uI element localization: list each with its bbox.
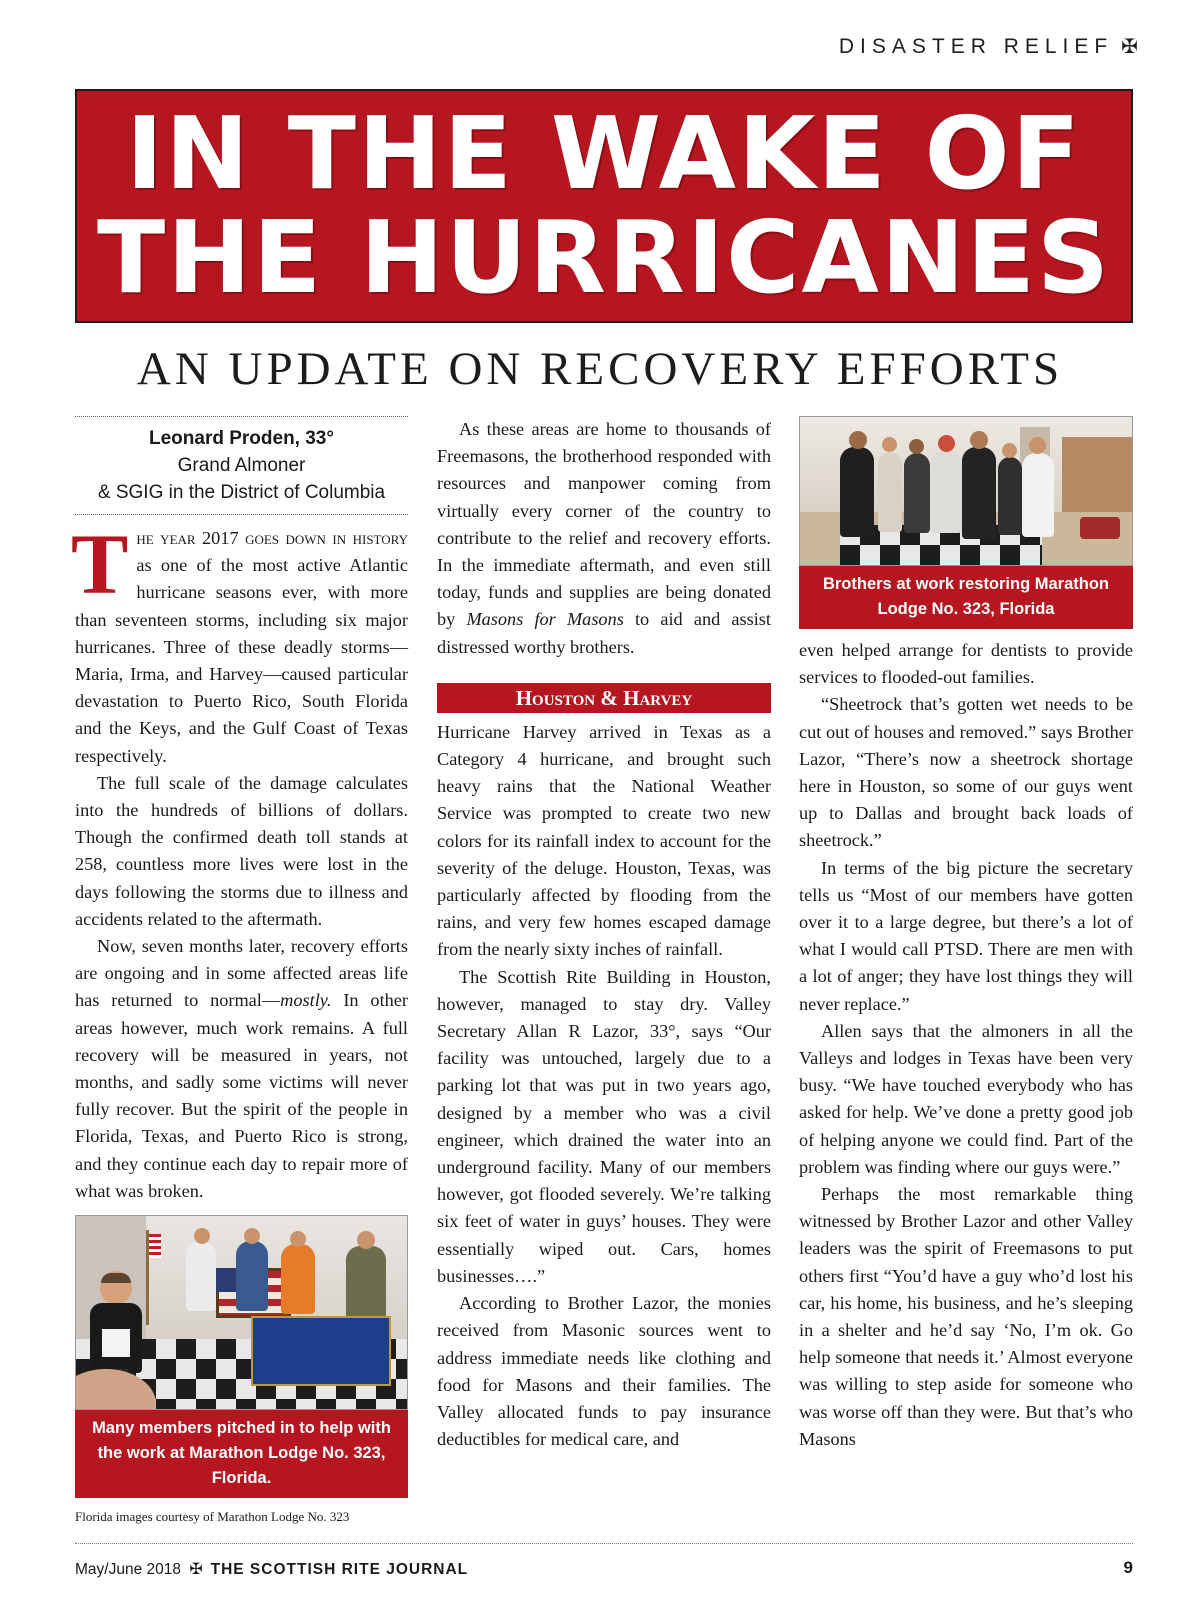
issue-date: May/June 2018	[75, 1561, 181, 1578]
drop-cap: T	[71, 516, 129, 612]
article-subtitle: AN UPDATE ON RECOVERY EFFORTS	[136, 343, 1064, 395]
title-line-2: THE HURRICANES	[97, 199, 1111, 316]
masonic-cross-icon: ✠	[189, 1561, 203, 1578]
paragraph: “Sheetrock that’s gotten wet needs to be cut out of houses and removed.” says Brother Lazor, “There’s now a sheetrock shortage here in Houston, so some of our guys went up to Dallas and brought back loads of sheetrock.”	[799, 694, 1133, 851]
title-banner	[75, 89, 1133, 323]
paragraph: even helped arrange for dentists to provide services to flooded-out families.	[799, 640, 1133, 688]
paragraph: Hurricane Harvey arrived in Texas as a Category 4 hurricane, and brought such heavy rains that the National Weather Service was prompted to create two new colors for its rainfall index to account for the severity of the deluge. Houston, Texas, was particularly affected by flooding from the rains, and very few homes escaped damage from the nearly sixty inches of rainfall.	[437, 721, 771, 960]
lead-in: he year 2017 goes down in history	[136, 528, 408, 548]
photo-credit: Florida images courtesy of Marathon Lodge No. 323	[75, 1509, 350, 1525]
footer-issue	[75, 1560, 468, 1579]
author-name: Leonard Proden, 33°	[149, 428, 334, 449]
author-role-1: Grand Almoner	[177, 455, 306, 476]
title-line-1: IN THE WAKE OF	[126, 95, 1082, 212]
section-subhead: Houston & Harvey	[437, 683, 771, 713]
paragraph: Allen says that the almoners in all the Valleys and lodges in Texas have been very busy. “We have touched everybody who has asked for help. We’ve done a pretty good job of helping anyone we could find. Part of the problem was finding where our guys were.”	[799, 1020, 1133, 1177]
paragraph: In terms of the big picture the secretary tells us “Most of our members have gotten over it to a large degree, but there’s a lot of what I would call PTSD. There are men with a lot of anger; they have lost things they will never replace.”	[799, 857, 1133, 1014]
paragraph: Perhaps the most remarkable thing witnessed by Brother Lazor and other Valley leaders was the spirit of Freemasons to put others first “You’d have a guy who’d lost his car, his home, his business, and he’s sleeping in a shelter and he’d say ‘No, I’m ok. Go help someone that needs it.’ Almost everyone was willing to step aside for someone who was worse off than they were. But that’s who Masons	[799, 1184, 1133, 1449]
journal-name: THE SCOTTISH RITE JOURNAL	[210, 1561, 469, 1578]
paragraph: As these areas are home to thousands of Freemasons, the brotherhood responded with resources and manpower coming from virtually every corner of the country to contribute to the relief and recovery efforts. In the immediate aftermath, and even still today, funds and supplies are being donated by Masons for Masons to aid and assist distressed worthy brothers.	[437, 419, 771, 657]
section-label-text: DISASTER RELIEF	[838, 35, 1114, 58]
column-1	[71, 416, 408, 1526]
photo-caption: Brothers at work restoring Marathon Lodge No. 323, Florida	[799, 566, 1133, 629]
paragraph: Now, seven months later, recovery efforts are ongoing and in some affected areas life has returned to normal—mostly. In other areas however, much work remains. A full recovery will be measured in years, not months, and sadly some victims will never fully recover. But the spirit of the people in Florida, Texas, and Puerto Rico is strong, and they continue each day to repair more of what was broken.	[75, 936, 408, 1201]
paragraph: The Scottish Rite Building in Houston, however, managed to stay dry. Valley Secretary Allan R Lazor, 33°, says “Our facility was untouched, largely due to a parking lot that was put in two years ago, designed by a member who was a civil engineer, which drained the water into an underground facility. Many of our members however, got flooded severely. We’re talking six feet of water in guys’ houses. They were essentially wiped out. Cars, homes businesses….”	[437, 966, 771, 1286]
paragraph: According to Brother Lazor, the monies received from Masonic sources went to address immediate needs like clothing and food for Masons and their families. The Valley allocated funds to pay insurance deductibles for medical care, and	[437, 1293, 771, 1450]
photo-caption: Many members pitched in to help with the work at Marathon Lodge No. 323, Florida.	[75, 1410, 408, 1498]
footer-divider	[75, 1543, 1133, 1544]
paragraph: The year 2017 goes down in history as one of the most active Atlantic hurricane seasons ever, with more than seventeen storms, including six major hurricanes. Three of these deadly storms—Maria, Irma, and Harvey—caused particular devastation to Puerto Rico, South Florida and the Keys, and the Gulf Coast of Texas respectively.	[71, 516, 408, 766]
column-3	[799, 416, 1133, 1453]
brothers-at-work-photo	[799, 416, 1133, 566]
paragraph: The full scale of the damage calculates into the hundreds of billions of dollars. Though the confirmed death toll stands at 258, countless more lives were lost in the days following the storms due to illness and accidents related to the aftermath.	[75, 772, 408, 929]
lodge-interior-photo	[75, 1215, 408, 1410]
byline	[75, 416, 408, 515]
column-2	[437, 416, 771, 1453]
page-number: 9	[1123, 1558, 1133, 1577]
author-role-2: & SGIG in the District of Columbia	[97, 482, 386, 503]
masonic-cross-icon: ✠	[1121, 36, 1138, 58]
section-label	[839, 34, 1138, 59]
